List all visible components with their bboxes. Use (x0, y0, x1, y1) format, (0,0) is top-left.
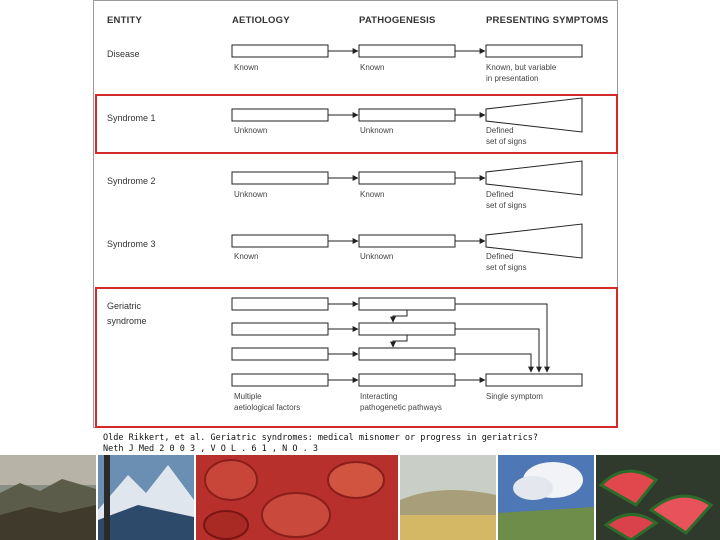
diagram-figure (93, 0, 618, 428)
geriatric-symptoms-label: Single symptom (486, 392, 543, 401)
syndrome-2-symptoms-label-2: set of signs (486, 201, 527, 210)
syndrome-2-aetiology-label: Unknown (234, 190, 268, 199)
hill-landscape-painting (400, 455, 496, 540)
syndrome-2-pathogenesis-box (359, 172, 455, 184)
disease-symptoms-label-2: in presentation (486, 74, 539, 83)
highlight-syndrome-1 (95, 94, 618, 154)
disease-symptoms-box (486, 45, 582, 57)
disease-symptoms-label-1: Known, but variable (486, 63, 557, 72)
syndrome-1-pathogenesis-label: Unknown (360, 126, 394, 135)
watermelon-painting (596, 455, 720, 540)
entity-syndrome-1: Syndrome 1 (107, 113, 156, 123)
red-abstract-painting (196, 455, 398, 540)
decorative-painting-strip (0, 455, 720, 540)
syndrome-3-symptoms-label-1: Defined (486, 252, 514, 261)
syndrome-1-symptoms-label-2: set of signs (486, 137, 527, 146)
disease-aetiology-box (232, 45, 328, 57)
mountain-landscape-painting (0, 455, 96, 540)
citation-line-1: Olde Rikkert, et al. Geriatric syndromes: medical misnomer or progress in geriatrics? (103, 433, 538, 443)
highlight-geriatric-syndrome (95, 287, 618, 428)
header-pathogenesis: PATHOGENESIS (359, 15, 436, 26)
entity-geriatric-line-1: Geriatric (107, 301, 142, 311)
disease-pathogenesis-box (359, 45, 455, 57)
syndrome-2-symptoms-funnel (486, 161, 582, 195)
entity-syndrome-2: Syndrome 2 (107, 176, 156, 186)
syndrome-2-aetiology-box (232, 172, 328, 184)
syndrome-3-aetiology-label: Known (234, 252, 259, 261)
syndrome-3-aetiology-box (232, 235, 328, 247)
geriatric-aetiology-label-1: Multiple (234, 392, 262, 401)
syndrome-3-symptoms-funnel (486, 224, 582, 258)
syndrome-3-pathogenesis-box (359, 235, 455, 247)
syndrome-2-pathogenesis-label: Known (360, 190, 385, 199)
syndrome-2-symptoms-label-1: Defined (486, 190, 514, 199)
header-aetiology: AETIOLOGY (232, 15, 290, 26)
geriatric-pathogenesis-label-1: Interacting (360, 392, 398, 401)
header-entity: ENTITY (107, 15, 142, 26)
entity-geriatric-line-2: syndrome (107, 316, 147, 326)
entity-syndrome-3: Syndrome 3 (107, 239, 156, 249)
syndrome-3-symptoms-label-2: set of signs (486, 263, 527, 272)
disease-pathogenesis-label: Known (360, 63, 385, 72)
header-presenting-symptoms: PRESENTING SYMPTOMS (486, 15, 609, 26)
entity-disease: Disease (107, 49, 140, 59)
snowy-peak-painting (98, 455, 194, 540)
citation-line-2: Neth J Med 2 0 0 3 , V O L . 6 1 , N O . 3 (103, 444, 318, 454)
cloud-landscape-painting (498, 455, 594, 540)
citation-caption (103, 433, 538, 455)
syndrome-1-symptoms-label-1: Defined (486, 126, 514, 135)
geriatric-pathogenesis-label-2: pathogenetic pathways (360, 403, 442, 412)
syndrome-1-aetiology-label: Unknown (234, 126, 268, 135)
geriatric-aetiology-label-2: aetiological factors (234, 403, 301, 412)
disease-aetiology-label: Known (234, 63, 259, 72)
syndrome-3-pathogenesis-label: Unknown (360, 252, 394, 261)
